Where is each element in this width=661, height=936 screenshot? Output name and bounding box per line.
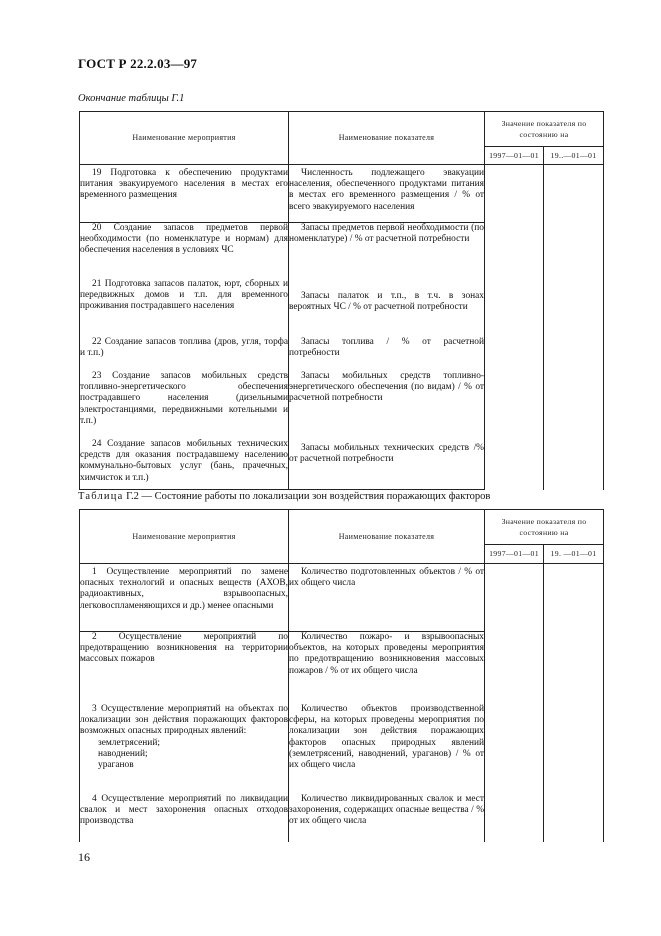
t1-value-col1 — [485, 165, 544, 490]
table-2 — [79, 509, 604, 842]
t2-row2-measure: 2 Осуществление мероприятий по предотвращению возникновения на территории массовых пожаров — [80, 632, 289, 705]
t2-value-col2 — [544, 564, 604, 843]
table2-caption — [78, 491, 490, 502]
table-1 — [79, 111, 604, 490]
table1-caption: Окончание таблицы Г.1 — [78, 93, 185, 104]
t2-row2-indicator: Количество пожаро- и взрывоопасных объектов, на которых проведены мероприятия по предотвращению возникновения массовых пожаров / % от их общего числа — [289, 632, 485, 705]
t1-row21-measure: 21 Подготовка запасов палаток, юрт, сборных и передвижных домов и т.п. для временного проживания пострадавшего населения — [80, 279, 289, 337]
t1-col-indicator: Наименование показателя — [289, 112, 485, 165]
t1-row24-measure: 24 Создание запасов мобильных технических средств для оказания пострадавшему населению коммунально-бытовых услуг (бань, прачечных, химчисток и т.п.) — [80, 439, 289, 490]
t1-col-value-group: Значение показателя по состоянию на — [485, 112, 604, 147]
page-number: 16 — [78, 850, 90, 864]
t1-row20-indicator: Запасы предметов первой необходимости (по номенклатуре) / % от расчетной потребности — [289, 223, 485, 280]
table-row — [80, 165, 604, 223]
t2-col-date2: 19. —01—01 — [544, 545, 604, 564]
t2-col-indicator: Наименование показателя — [289, 510, 485, 564]
t2-row3-indicator: Количество объектов производственной сферы, на которых проведены мероприятия по локализации зон действия поражающих факторов опасных природных явлений (землетрясений, наводнений, ураганов) / % от их общего числа — [289, 704, 485, 794]
t1-row19-measure: 19 Подготовка к обеспечению продуктами питания эвакуируемого населения в местах его временного размещения — [80, 165, 289, 223]
t2-col-value-group: Значение показателя по состоянию на — [485, 510, 604, 545]
t2-col-date1: 1997—01—01 — [485, 545, 544, 564]
standard-title: ГОСТ Р 22.2.03—97 — [78, 56, 198, 71]
t2-row1-indicator: Количество подготовленных объектов / % от их общего числа — [289, 564, 485, 632]
t1-row23-measure: 23 Создание запасов мобильных средств топливно-энергетического обеспечения пострадавшего населения (дизельными электростанциями, передвижными котельными и т.п.) — [80, 371, 289, 439]
t2-value-col1 — [485, 564, 544, 843]
t1-value-col2 — [544, 165, 604, 490]
t1-col-date2: 19..—01—01 — [544, 147, 604, 165]
t2-row4-indicator: Количество ликвидированных свалок и мест захоронения, содержащих опасные вещества / % от их общего числа — [289, 794, 485, 842]
t2-row3-sub-hurricanes: ураганов — [98, 760, 134, 771]
t1-col-date1: 1997—01—01 — [485, 147, 544, 165]
t2-row3-measure-text: 3 Осуществление мероприятий на объектах по локализации зон действия поражающих факторов возможных опасных природных явлений: — [80, 704, 288, 737]
t1-row22-measure: 22 Создание запасов топлива (дров, угля, торфа и т.п.) — [80, 337, 289, 371]
t1-row21-indicator: Запасы палаток и т.п., в т.ч. в зонах вероятных ЧС / % от расчетной потребности — [289, 279, 485, 337]
t2-row4-measure: 4 Осуществление мероприятий по ликвидации свалок и мест захоронения опасных отходов производства — [80, 794, 289, 842]
table2-caption-text: Г.2 — Состояние работы по локализации зон воздействия поражающих факторов — [123, 491, 491, 502]
table2-caption-prefix: Таблица — [78, 491, 124, 502]
t1-row22-indicator: Запасы топлива / % от расчетной потребности — [289, 337, 485, 371]
t2-col-measure: Наименование мероприятия — [80, 510, 289, 564]
table-row — [80, 564, 604, 632]
t1-row23-indicator: Запасы мобильных средств топливно-энергетического обеспечения (по видам) / % от расчетной потребности — [289, 371, 485, 439]
t2-row3-sub-earthquakes: землетрясений; — [98, 737, 160, 748]
t2-row3-measure — [80, 704, 289, 794]
t2-row1-measure: 1 Осуществление мероприятий по замене опасных технологий и опасных веществ (АХОВ, радиоактивных, взрывоопасных, легковоспламеняющихся и др.) менее опасными — [80, 564, 289, 632]
t1-col-measure: Наименование мероприятия — [80, 112, 289, 165]
t2-row3-sub-floods: наводнений; — [98, 748, 148, 759]
t1-row24-indicator: Запасы мобильных технических средств /% от расчетной потребности — [289, 439, 485, 490]
t1-row19-indicator: Численность подлежащего эвакуации населения, обеспеченного продуктами питания в местах его временного размещения / % от всего эвакуируемого населения — [289, 165, 485, 223]
t1-row20-measure: 20 Создание запасов предметов первой необходимости (по номенклатуре и нормам) для обеспечения населения в условиях ЧС — [80, 223, 289, 280]
